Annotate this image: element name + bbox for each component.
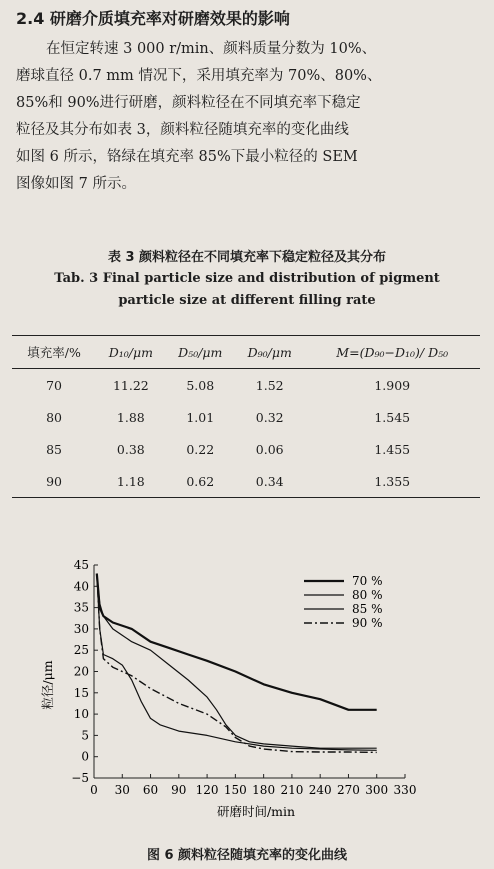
col-header-d10: D₁₀/μm [96,336,165,369]
table-cell: 1.355 [304,465,480,498]
y-tick-label: 20 [73,664,89,679]
y-tick-label: 25 [73,643,89,658]
legend-label: 85 % [352,602,383,616]
particle-size-table [12,335,480,498]
y-tick-label: 15 [73,685,89,700]
paragraph-line: 粒径及其分布如表 3，颜料粒径随填充率的变化曲线 [16,122,349,138]
table-cell: 1.88 [116,409,145,425]
col-header-d50: D₅₀/μm [166,336,235,369]
particle-size-chart [0,545,494,840]
body-paragraph [16,36,478,198]
table-cell: 0.62 [166,465,235,498]
paragraph-line: 85%和 90%进行研磨，颜料粒径在不同填充率下稳定 [16,95,361,111]
table-header-row [12,336,480,369]
y-tick-label: 40 [73,579,89,594]
x-tick-label: 240 [308,783,332,797]
table-cell: 0.22 [186,441,215,457]
paragraph-line: 在恒定转速 3 000 r/min、颜料质量分数为 10%、 [46,41,377,57]
table-cell: 0.34 [235,465,304,498]
table-cell: 11.22 [112,377,149,393]
x-tick-label: 270 [337,783,360,797]
table-cell: 0.32 [255,409,284,425]
legend-label: 90 % [352,616,383,630]
series-line-1 [97,574,377,710]
x-tick-label: 330 [393,783,417,797]
series-lines [97,574,377,753]
table-caption-en-2: particle size at different filling rate [118,293,376,308]
table-cell: 1.909 [374,377,411,393]
table-cell: 5.08 [186,377,215,393]
figure-caption: 图 6 颜料粒径随填充率的变化曲线 [146,848,348,863]
table-cell: 1.455 [374,441,411,457]
x-tick-label: 150 [223,783,247,797]
x-axis-label: 研磨时间/min [216,804,296,819]
table-row [12,369,480,402]
legend-label: 80 % [352,588,383,602]
y-tick-label: 30 [73,621,89,636]
table-row [12,433,480,465]
col-header-d90: D₉₀/μm [235,336,304,369]
y-tick-label: 10 [73,707,89,722]
x-tick-label: 30 [114,783,130,797]
y-tick-label: 45 [73,558,89,572]
x-tick-label: 210 [280,783,304,797]
x-tick-label: 90 [171,783,187,797]
y-tick-label: 0 [81,749,89,764]
x-tick-label: 180 [252,783,276,797]
series-line-4 [97,574,377,753]
table-row [12,465,480,498]
x-tick-label: 60 [142,783,159,797]
y-axis-label: 粒径/μm [40,660,55,710]
table-caption-cn: 表 3 颜料粒径在不同填充率下稳定粒径及其分布 [107,250,387,265]
x-tick-label: 300 [365,783,389,797]
y-tick-label: 35 [73,600,89,615]
table-cell: 1.01 [186,409,215,425]
table-cell: 0.38 [116,441,145,457]
table-caption-en-1: Tab. 3 Final particle size and distribution of pigment [54,271,440,286]
paragraph-line: 如图 6 所示，铬绿在填充率 85%下最小粒径的 SEM [16,149,358,165]
y-tick-label: −5 [71,771,89,785]
col-header-filling-rate: 填充率/% [12,336,96,369]
section-title: 2.4 研磨介质填充率对研磨效果的影响 [16,9,290,28]
chart-legend [304,574,383,630]
table-cell: 80 [46,409,63,425]
x-tick-label: 120 [195,783,219,797]
table-cell: 1.18 [96,465,165,498]
col-header-m: M=(D₉₀−D₁₀)/ D₅₀ [304,336,480,369]
table-cell: 85 [46,441,63,457]
series-line-2 [97,574,377,749]
paragraph-line: 图像如图 7 所示。 [16,176,136,192]
legend-label: 70 % [352,574,383,588]
table-cell: 70 [46,377,63,393]
paragraph-line: 磨球直径 0.7 mm 情况下，采用填充率为 70%、80%、 [16,68,382,84]
table-cell: 90 [12,465,96,498]
table-cell: 0.06 [255,441,284,457]
series-line-3 [97,574,377,751]
y-tick-label: 5 [81,728,89,743]
x-axis [90,774,416,797]
table-cell: 1.545 [374,409,411,425]
table-cell: 1.52 [255,377,284,393]
x-tick-label: 0 [90,783,98,797]
table-row [12,401,480,433]
